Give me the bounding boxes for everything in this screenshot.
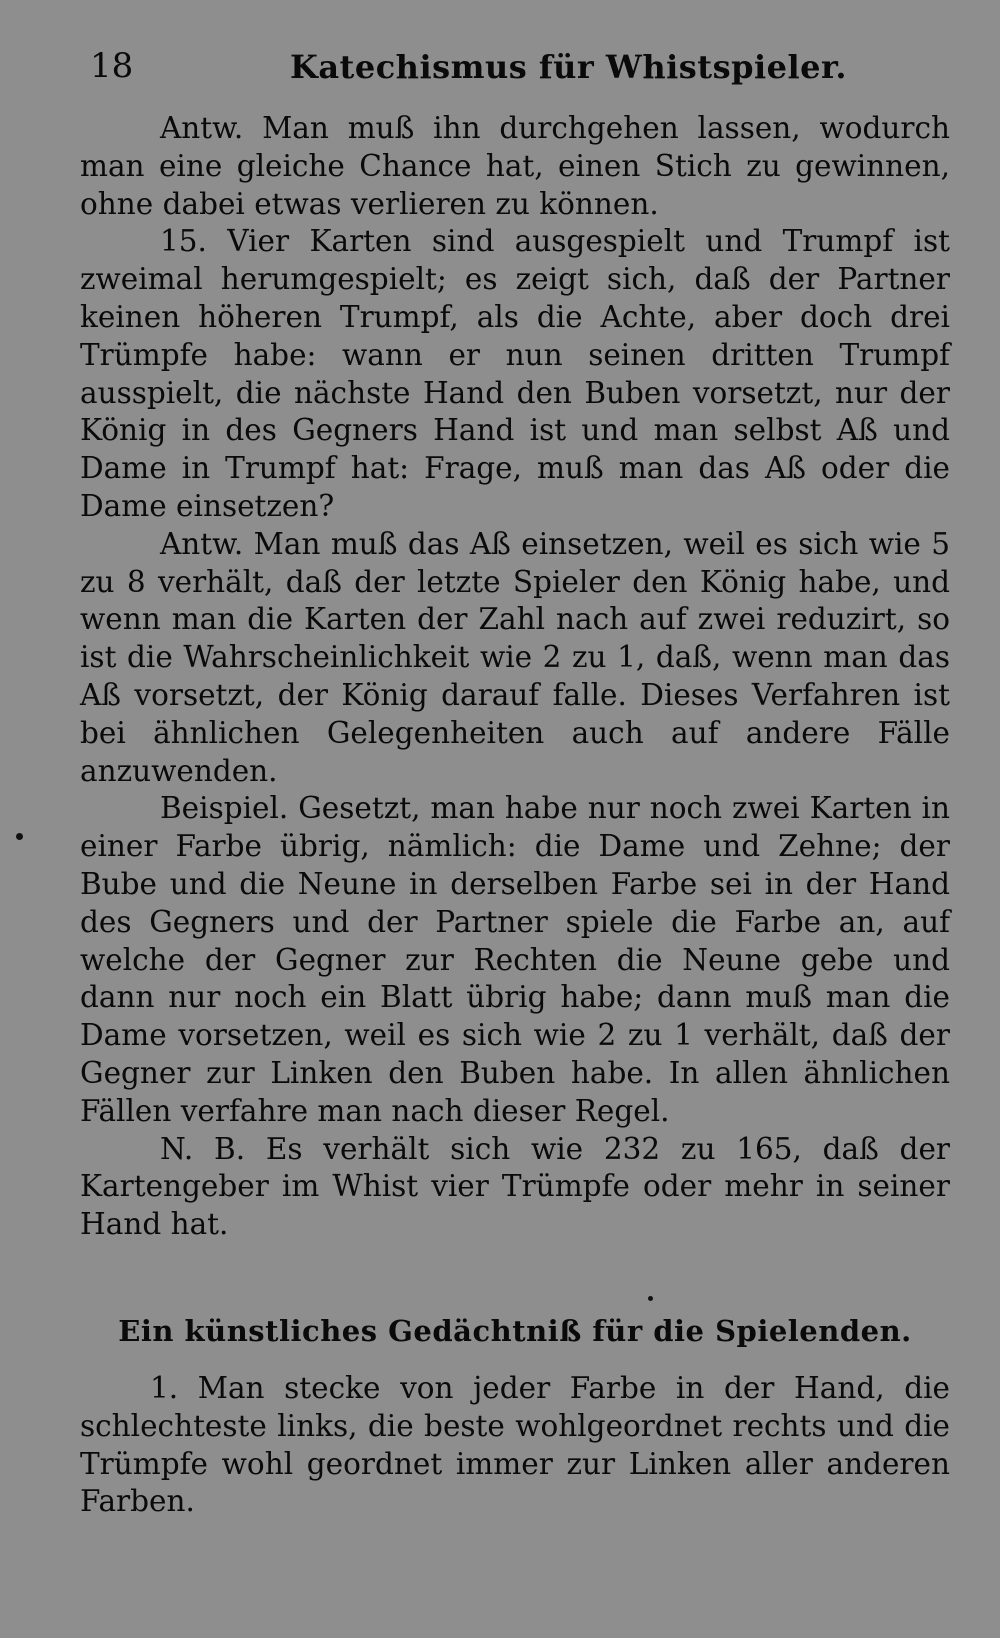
book-page bbox=[80, 40, 950, 1521]
paragraph-nota-bene: N. B. Es verhält sich wie 232 zu 165, daß der Kartengeber im Whist vier Trümpfe oder mehr in seiner Hand hat. bbox=[80, 1131, 950, 1242]
paragraph-answer-14: Antw. Man muß ihn durchgehen lassen, wodurch man eine gleiche Chance hat, einen Stich zu gewinnen, ohne dabei etwas verlieren zu können. bbox=[80, 111, 950, 221]
paragraph-question-15: 15. Vier Karten sind ausgespielt und Trumpf ist zweimal herumgespielt; es zeigt sich, daß der Partner keinen höheren Trumpf, als die Achte, aber doch drei Trümpfe habe: wann er nun seinen dritten Trumpf ausspielt, die nächste Hand den Buben vorsetzt, nur der König in des Gegners Hand ist und man selbst Aß und Dame in Trumpf hat: Frage, muß man das Aß oder die Dame einsetzen? bbox=[80, 224, 950, 523]
paragraph-answer-15: Antw. Man muß das Aß einsetzen, weil es sich wie 5 zu 8 verhält, daß der letzte Spieler den König habe, und wenn man die Karten der Zahl nach auf zwei reduzirt, so ist die Wahrscheinlichkeit wie 2 zu 1, daß, wenn man das Aß vorsetzt, der König darauf falle. Dieses Verfahren ist bei ähnlichen Gelegenheiten auch auf andere Fälle anzuwenden. bbox=[80, 526, 950, 788]
print-speck bbox=[648, 1296, 653, 1301]
page-number: 18 bbox=[90, 46, 134, 86]
section-heading: Ein künstliches Gedächtniß für die Spielenden. bbox=[118, 1313, 912, 1348]
rule-paragraph-1: 1. Man stecke von jeder Farbe in der Hand, die schlechteste links, die beste wohlgeordnet rechts und die Trümpfe wohl geordnet immer zur Linken aller anderen Farben. bbox=[80, 1370, 950, 1519]
paragraph-example: Beispiel. Gesetzt, man habe nur noch zwei Karten in einer Farbe übrig, nämlich: die Dame und Zehne; der Bube und die Neune in derselben Farbe sei in der Hand des Gegners und der Partner spiele die Farbe an, auf welche der Gegner zur Rechten die Neune gebe und dann nur noch ein Blatt übrig habe; dann muß man die Dame vorsetzen, weil es sich wie 2 zu 1 verhält, daß der Gegner zur Linken den Buben habe. In allen ähnlichen Fällen verfahre man nach dieser Regel. bbox=[80, 791, 950, 1128]
page-header bbox=[80, 40, 950, 100]
body-text bbox=[80, 110, 950, 1244]
print-speck bbox=[16, 833, 23, 840]
running-title: Katechismus für Whistspieler. bbox=[290, 48, 848, 86]
